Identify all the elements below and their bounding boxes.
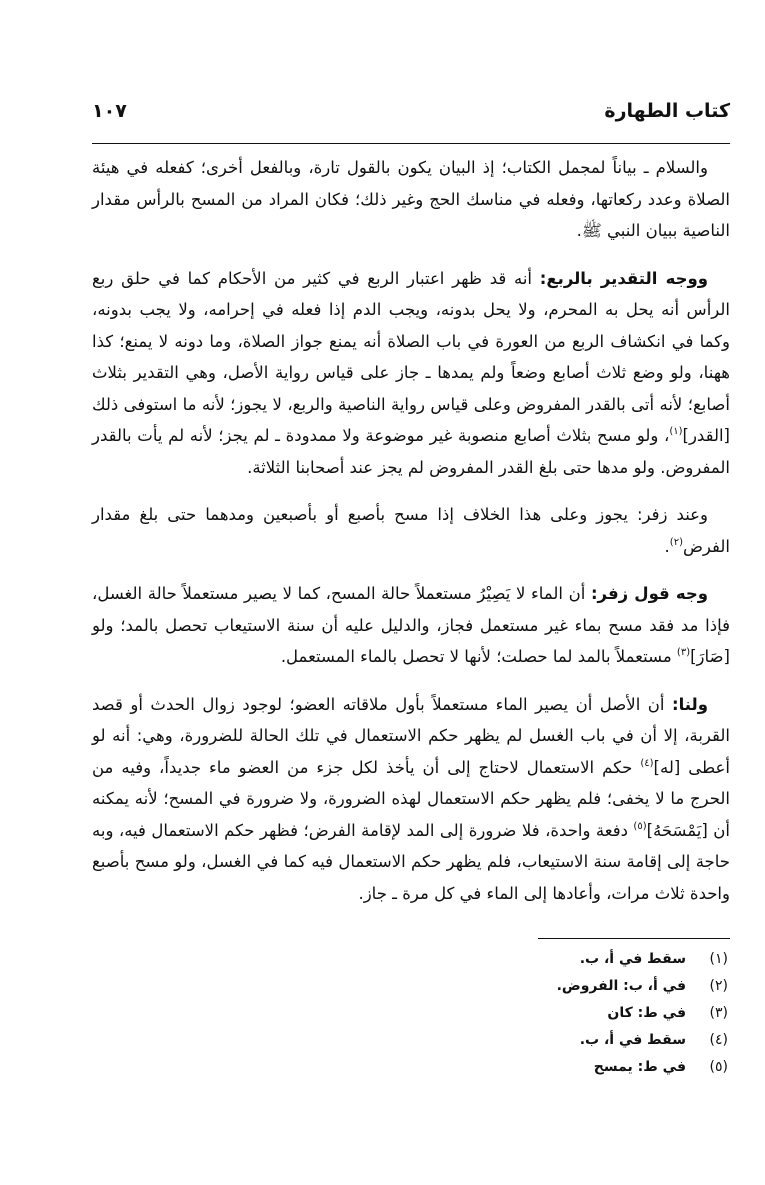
header-rule	[92, 143, 730, 144]
paragraph-2-text-a: أنه قد ظهر اعتبار الربع في كثير من الأحكام كما في حلق ربع الرأس أنه يحل به المحرم، ولا يحل بدونه، ويجب الدم إذا فعله في إحرامه، ولا يجب بدونه، وكما في انكشاف الربع من العورة في باب الصلاة أنه يمنع جواز الصلاة، وما دونه لا يمنع؛ كذا ههنا، ولو وضع ثلاث أصابع وضعاً ولم يمدها ـ جاز على قياس رواية الأصل، وهي التقدير بثلاث أصابع؛ لأنه أتى بالقدر المفروض وعلى قياس رواية الناصية والربع، لا يجوز؛ لأنه ما استوفى ذلك [القدر]	[92, 268, 730, 445]
paragraph-5	[92, 689, 730, 910]
paragraph-5-term: ولنا:	[672, 694, 708, 714]
paragraph-5-text-a: أن الأصل أن يصير الماء مستعملاً بأول ملاقاته العضو؛ لوجود زوال الحدث أو قصد القربة، إلا أن في باب الغسل لم يظهر حكم الاستعمال في تلك الحالة للضرورة، وهي: أنه لو أعطى [له]	[92, 694, 730, 777]
footnote-number: (٢)	[709, 978, 728, 994]
running-title: كتاب الطهارة	[604, 100, 730, 122]
footnote-text: في ط: كان	[607, 1005, 686, 1021]
footnote-ref-1[interactable]: (١)	[669, 426, 683, 437]
footnote-text: في أ، ب: الفروض.	[556, 978, 686, 994]
paragraph-4-text-b: مستعملاً بالمد لما حصلت؛ لأنها لا تحصل بالماء المستعمل.	[280, 647, 677, 666]
footnote-number: (١)	[709, 951, 728, 967]
paragraph-3-text-b: .	[664, 536, 670, 556]
page-number: ١٠٧	[92, 100, 127, 122]
paragraph-2-term: ووجه التقدير بالربع:	[539, 268, 708, 288]
footnote-ref-2[interactable]: (٢)	[669, 536, 683, 548]
footnotes-rule	[538, 938, 730, 939]
footnote-3	[92, 1000, 728, 1027]
paragraph-2-text-b: ، ولو مسح بثلاث أصابع منصوبة غير موضوعة ولا ممدودة ـ لم يجز؛ لأنه لم يأت بالقدر المفروض. ولو مدها حتى بلغ القدر المفروض لم يجز عند أصحابنا الثلاثة.	[92, 426, 730, 477]
paragraph-5-text-b: حكم الاستعمال لاحتاج إلى أن يأخذ لكل جزء من العضو ماء جديداً، وفيه من الحرج ما لا يخفى؛ فلم يظهر حكم الاستعمال لهذه الضرورة، ولا ضرورة في المسح؛ لأنه يمكنه أن [يَمْسَحَهُ]	[92, 757, 730, 840]
main-text	[92, 152, 730, 909]
footnote-text: سقط في أ، ب.	[579, 951, 686, 967]
footnote-text: سقط في أ، ب.	[579, 1032, 686, 1048]
footnote-text: في ط: يمسح	[593, 1059, 686, 1075]
footnote-2	[92, 973, 728, 1000]
paragraph-4-text-a: أن الماء لا يَصِيْرُ مستعملاً حالة المسح، كما لا يصير مستعملاً حالة الغسل، فإذا مد فقد مسح بماء غير مستعمل فجاز، والدليل عليه أن سنة الاستيعاب تحصل بالمد؛ ولو [صَارَ]	[92, 584, 730, 666]
footnote-number: (٥)	[709, 1059, 728, 1075]
paragraph-5-text-c: دفعة واحدة، فلا ضرورة إلى المد لإقامة الفرض؛ فظهر حكم الاستعمال فيه، وبه حاجة إلى إقامة سنة الاستيعاب، فلم يظهر حكم الاستعمال فيه كما في الغسل، ولو مسح بأصبع واحدة ثلاث مرات، وأعادها إلى الماء في كل مرة ـ جاز.	[92, 820, 730, 903]
footnote-number: (٤)	[709, 1032, 728, 1048]
footnote-5	[92, 1054, 728, 1081]
paragraph-3-text-a: وعند زفر: يجوز وعلى هذا الخلاف إذا مسح بأصبع أو بأصبعين ومدهما حتى بلغ مقدار الفرض	[92, 505, 730, 556]
footnotes	[92, 946, 728, 1081]
paragraph-1	[92, 152, 730, 247]
paragraph-3	[92, 499, 730, 562]
footnote-4	[92, 1027, 728, 1054]
footnote-ref-3[interactable]: (٣)	[676, 647, 691, 658]
footnote-number: (٣)	[709, 1005, 728, 1021]
footnote-ref-4[interactable]: (٤)	[640, 757, 654, 769]
paragraph-4-term: وجه قول زفر:	[590, 584, 708, 603]
page-header	[92, 96, 730, 136]
paragraph-2	[92, 263, 730, 484]
paragraph-4	[92, 578, 730, 673]
footnote-1	[92, 946, 728, 973]
paragraph-1-text: والسلام ـ بياناً لمجمل الكتاب؛ إذ البيان يكون بالقول تارة، وبالفعل أخرى؛ كفعله في هيئة الصلاة وعدد ركعاتها، وفعله في مناسك الحج وغير ذلك؛ فكان المراد من المسح بالرأس مقدار الناصية ببيان النبي ﷺ.	[92, 158, 730, 240]
footnote-ref-5[interactable]: (٥)	[633, 820, 647, 832]
